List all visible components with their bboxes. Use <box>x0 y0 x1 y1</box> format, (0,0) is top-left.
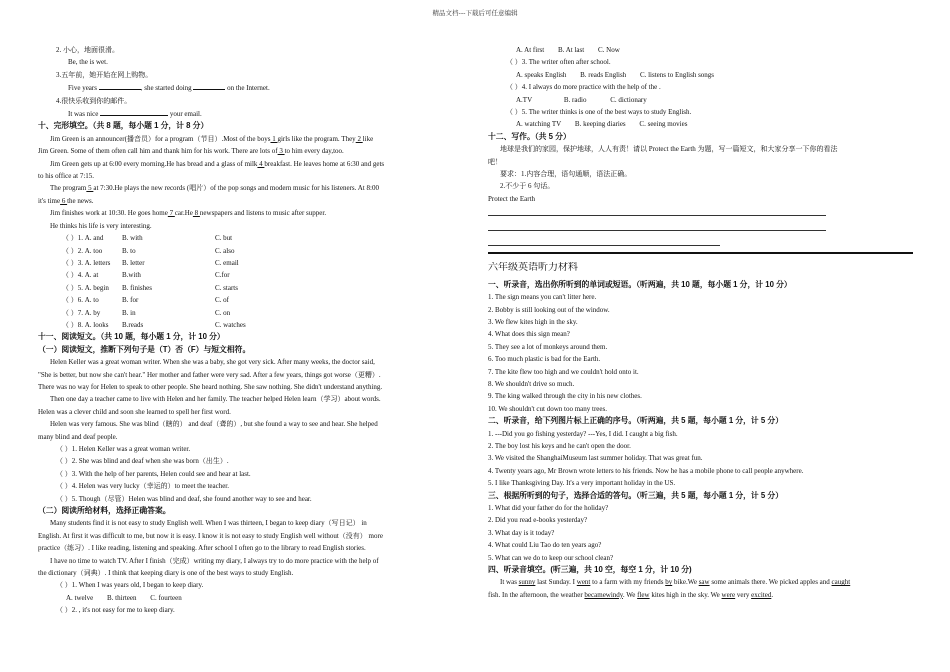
cloze-p3b <box>38 195 458 207</box>
listening-4-line-1 <box>488 576 913 588</box>
text-run: Jim finishes work at 10:30. He goes home <box>50 209 168 218</box>
cloze-p5: He thinks his life is very interesting. <box>50 221 152 230</box>
left-column <box>38 44 458 617</box>
cloze-p1b <box>38 145 458 157</box>
text-run: breakfast. He leaves home at 6:30 and gets <box>264 159 385 168</box>
underlined-answer: were <box>721 590 736 599</box>
listening-item: 5. They see a lot of monkeys around them. <box>488 342 608 351</box>
listening-2-title: 二、听录音，给下列图片标上正确的序号。（听两遍，共 5 题，每小题 1 分，计 5 分） <box>488 416 783 426</box>
passage-line: Then one day a teacher came to live with Helen and her family. The teacher helped Helen learn（学习）about words. <box>50 395 381 404</box>
text-run: Jim Green gets up at 6:00 every morning.He has bread and a glass of milk <box>50 159 258 168</box>
section-11-sub1: （一）阅读短文，推断下列句子是（T）否（F）与短文相符。 <box>38 344 251 354</box>
listening-item: 3. We flew kites high in the sky. <box>488 317 578 326</box>
underlined-answer: by <box>665 578 673 587</box>
underlined-answer: 3 <box>277 147 285 156</box>
cloze-p2b: to his office at 7:15. <box>38 172 95 181</box>
passage-line: There was no way for Helen to speak to other people. She heard nothing. She saw nothing. She didn't understand anything. <box>38 382 383 391</box>
cloze-options-table <box>62 232 308 331</box>
listening-item: 1. The sign means you can't litter here. <box>488 293 597 302</box>
text-run: fish. In the afternoon, the weather <box>488 590 585 599</box>
writing-req-1: 要求：1.内容合理，语句通顺，语法正确。 <box>500 170 632 179</box>
listening-4-title: 四、听录音填空。(听三遍，共 10 空，每空 1 分，计 10 分) <box>488 565 692 575</box>
cloze-option[interactable]: C. starts <box>215 283 238 292</box>
text-run: like <box>362 134 374 143</box>
cloze-option[interactable]: B. letter <box>122 258 145 267</box>
listening-item: 5. What can we do to keep our school clean? <box>488 553 614 562</box>
text-run: girls like the program. They <box>277 134 356 143</box>
cloze-option-row <box>62 257 308 269</box>
cloze-question: （ ）4. A. at <box>62 271 99 280</box>
option-a[interactable]: A. watching TV <box>516 120 562 129</box>
tf-question: （ ）1. Helen Keller was a great woman writer. <box>56 445 191 453</box>
listening-item: 3. We visited the ShanghaiMuseum last summer holiday. That was great fun. <box>488 454 703 463</box>
listening-item: 1. ---Did you go fishing yesterday? ---Yes, I did. I caught a big fish. <box>488 429 678 438</box>
writing-req-2: 2.不少于 6 句话。 <box>500 182 555 191</box>
cloze-p4 <box>38 207 458 219</box>
text-run: last Sunday. I <box>535 578 577 587</box>
answer-line-2[interactable] <box>488 220 826 231</box>
passage-line: the dictionary（词典）. I think that keeping diary is one of the best ways to study English. <box>38 569 294 578</box>
cloze-option-row <box>62 245 308 257</box>
writing-prompt: 地球是我们的家园，保护地球，人人有责！请以 Protect the Earth 为题，写一篇短文，和大家分享一下你的看法 <box>500 145 838 154</box>
text-run: the news. <box>67 196 94 205</box>
writing-prompt-end: 吧！ <box>488 157 502 166</box>
text-run: The program <box>50 184 87 193</box>
listening-item: 8. We shouldn't drive so much. <box>488 379 575 388</box>
passage-line: Helen was very famous. She was blind（瞎的） and deaf（聋的）, but she found a way to see and hear. She helped <box>50 420 378 429</box>
listening-item: 4. Twenty years ago, Mr Brown wrote letters to his friends. Now he has a mobile phone to call people anywhere. <box>488 466 804 475</box>
listening-1-items <box>488 291 913 415</box>
cloze-question: （ ）5. A. begin <box>62 283 109 292</box>
underlined-answer: saw <box>698 578 710 587</box>
option-c[interactable]: C. Now <box>597 46 620 54</box>
text-run: some animals there. We picked apples and <box>709 578 832 587</box>
listening-item: 4. What could Liu Tao do ten years ago? <box>488 541 602 550</box>
section-12-title: 十二、写作。（共 5 分） <box>488 131 571 141</box>
reading-2-q4: （ ）4. I always do more practice with the help of the . <box>506 83 661 92</box>
underlined-answer: 7 <box>167 209 175 218</box>
listening-item: 2. Bobby is still looking out of the window. <box>488 305 610 314</box>
cloze-option[interactable]: B. to <box>122 246 136 255</box>
q3-part-a: Five years <box>68 84 97 93</box>
q4-chinese: 4.很快乐收到你的邮件。 <box>56 96 132 105</box>
underlined-answer: becamewindy <box>584 590 623 599</box>
option-c[interactable]: C. listens to English songs <box>639 70 715 79</box>
cloze-option[interactable]: C. also <box>215 246 235 255</box>
cloze-p2 <box>38 158 458 170</box>
option-c[interactable]: C. fourteen <box>150 593 182 602</box>
reading-2-q5-options <box>488 118 913 130</box>
answer-line-3[interactable] <box>488 235 720 246</box>
reading-1-questions <box>38 443 458 505</box>
listening-title: 六年级英语听力材料 <box>488 262 578 274</box>
section-11-title: 十一、阅读短文。（共 10 题，每小题 1 分，计 10 分） <box>38 332 225 342</box>
underlined-answer: went <box>576 578 591 587</box>
tf-question: （ ）5. Though（尽管）Helen was blind and deaf, she found another way to see and hear. <box>56 494 312 503</box>
page-header: 精品文档---下载后可任意编辑 <box>432 9 518 17</box>
listening-item: 7. The kite flew too high and we couldn't hold onto it. <box>488 367 639 376</box>
listening-4-line-2 <box>488 589 913 601</box>
q3-part-b: , she started doing <box>140 84 192 93</box>
cloze-option[interactable]: C. watches <box>215 320 246 329</box>
cloze-option[interactable]: C. on <box>215 308 231 317</box>
option-b[interactable]: B. radio <box>563 95 587 104</box>
underlined-answer: caught <box>831 578 851 587</box>
cloze-option[interactable]: B. finishes <box>122 283 152 292</box>
passage-line: English. At first it was difficult to me, but now it is easy. I know it is not easy to study English well without（没有） more <box>38 531 383 540</box>
listening-item: 2. Did you read e-books yesterday? <box>488 516 588 525</box>
tf-question: （ ）2. She was blind and deaf when she was born（出生）. <box>56 457 229 466</box>
passage-line: many blind and deaf people. <box>38 432 118 441</box>
q4-english <box>38 107 458 120</box>
option-c[interactable]: C. dictionary <box>610 95 647 104</box>
underlined-answer: 8 <box>192 209 200 218</box>
reading-2-q3: （ ）3. The writer often after school. <box>506 58 611 67</box>
passage-line: Helen was a clever child and soon she learned to spell her first word. <box>38 407 231 416</box>
q4-part-a: It was nice <box>68 110 99 119</box>
listening-item: 2. The boy lost his keys and he can't open the door. <box>488 441 631 450</box>
text-run: Jim Green. Some of them often call him and thank him for his work. There are lots of <box>38 147 278 156</box>
q3-blank-1[interactable] <box>99 81 141 90</box>
cloze-option[interactable]: C. email <box>215 258 239 267</box>
underlined-answer: 4 <box>257 159 265 168</box>
option-a[interactable]: A. speaks English <box>516 70 567 79</box>
option-a[interactable]: A.TV <box>516 95 533 104</box>
option-b[interactable]: B. keeping diaries <box>574 120 626 129</box>
reading-2-passage <box>38 517 458 579</box>
listening-item: 1. What did your father do for the holiday? <box>488 504 609 512</box>
q4-part-b: your email. <box>169 110 202 119</box>
tf-question: （ ）3. With the help of her parents, Helen could see and hear at last. <box>56 469 251 478</box>
listening-item: 5. I like Thanksgiving Day. It's a very important holiday in the US. <box>488 479 676 488</box>
cloze-option[interactable]: C.for <box>215 271 230 280</box>
underlined-answer: 5 <box>86 184 94 193</box>
reading-2-q5: （ ）5. The writer thinks is one of the best ways to study English. <box>506 108 692 117</box>
listening-3-items <box>488 502 913 564</box>
passage-line: Helen Keller was a great woman writer. When she was a baby, she got very sick. After many weeks, the doctor said, <box>50 358 375 367</box>
cloze-option[interactable]: B. in <box>122 308 136 317</box>
text-run: it's time <box>38 196 61 205</box>
section-11-sub2: （二）阅读所给材料，选择正确答案。 <box>38 506 171 516</box>
cloze-option[interactable]: C. of <box>215 296 229 305</box>
cloze-question: （ ）1. A. and <box>62 234 104 243</box>
reading-2-q2-options <box>488 44 913 56</box>
underlined-answer: flew <box>637 590 650 599</box>
reading-2-q1-options <box>38 592 458 604</box>
underlined-answer: 2 <box>355 134 363 143</box>
q3-blank-2[interactable] <box>193 81 225 90</box>
listening-item: 3. What day is it today? <box>488 528 555 537</box>
cloze-question: （ ）7. A. by <box>62 308 101 317</box>
reading-1-passage <box>38 356 458 443</box>
q2-english: Be, the is wet. <box>68 58 108 67</box>
text-run: . We <box>622 590 638 599</box>
text-run: car.He <box>174 209 193 218</box>
cloze-option-row <box>62 319 308 331</box>
passage-line: Many students find it is not easy to study English well. When I was thirteen, I began to keep diary（写日记） in <box>50 519 367 528</box>
cloze-option[interactable]: B. for <box>122 296 139 305</box>
listening-item: 9. The king walked through the city in his new clothes. <box>488 392 642 401</box>
text-run: newspapers and listens to music after supper. <box>199 209 327 218</box>
listening-item: 4. What does this sign mean? <box>488 330 570 339</box>
text-run: to him every day,too. <box>284 147 344 156</box>
text-run: bike.We <box>672 578 699 587</box>
cloze-option[interactable]: B.reads <box>122 320 144 329</box>
cloze-question: （ ）2. A. too <box>62 246 103 255</box>
text-run: It was <box>500 578 519 587</box>
answer-line-1[interactable] <box>488 205 826 216</box>
q3-part-c: on the Internet. <box>227 84 270 93</box>
passage-line: "She is better, but now she can't hear." Her mother and father were very sad. After a few years, things got worse（更糟）. <box>38 370 381 379</box>
reading-2-q3-options <box>488 69 913 81</box>
cloze-p3 <box>38 182 458 194</box>
listening-1-title: 一、听录音，选出你所听到的单词或短语。（听两遍，共 10 题，每小题 1 分，计 10 分） <box>488 279 792 289</box>
option-b[interactable]: B. At last <box>557 46 585 54</box>
text-run: at 7:30.He plays the new records (唱片）of the pop songs and modern music for his listeners. At 8:00 <box>93 184 379 193</box>
option-a[interactable]: A. twelve <box>66 593 94 602</box>
reading-2-q4-options <box>488 94 913 106</box>
section-10-title: 十、完形填空。（共 8 题，每小题 1 分，计 8 分） <box>38 121 209 131</box>
cloze-option-row <box>62 307 308 319</box>
underlined-answer: sunny <box>518 578 536 587</box>
q2-chinese: 2. 小心，地面很滑。 <box>56 46 119 54</box>
cloze-p1 <box>38 133 458 145</box>
cloze-option-row <box>62 232 308 244</box>
cloze-option-row <box>62 294 308 306</box>
listening-3-title: 三、根据所听到的句子，选择合适的答句。（听三遍，共 5 题，每小题 1 分，计 5 分） <box>488 490 783 500</box>
q4-blank[interactable] <box>100 107 168 116</box>
passage-line: practice（练习）. I like reading, listening and speaking. After school I often go to the library to read English stories. <box>38 544 366 553</box>
underlined-answer: excited <box>751 590 772 599</box>
underlined-answer: 6 <box>60 196 68 205</box>
option-b[interactable]: B. thirteen <box>106 593 137 602</box>
listening-2-items <box>488 428 913 490</box>
reading-2-q2: （ ）2. , it's not easy for me to keep diary. <box>56 606 175 615</box>
passage-line: I have no time to watch TV. After I finish（完成）writing my diary, I always try to do more practice with the help of <box>50 556 379 565</box>
cloze-question: （ ）8. A. looks <box>62 320 109 329</box>
q3-chinese: 3.五年前，她开始在网上购物。 <box>56 70 153 79</box>
cloze-option-row <box>62 282 308 294</box>
listening-item: 10. We shouldn't cut down too many trees. <box>488 404 607 413</box>
right-column <box>488 44 913 601</box>
q3-english <box>38 81 458 94</box>
section-divider <box>488 252 913 254</box>
cloze-question: （ ）3. A. letters <box>62 258 111 267</box>
cloze-option[interactable]: B. with <box>122 234 143 243</box>
reading-2-q1: （ ）1. When I was years old, I began to keep diary. <box>56 581 204 590</box>
option-c[interactable]: C. seeing movies <box>639 120 688 129</box>
listening-item: 6. Too much plastic is bad for the Earth. <box>488 355 601 364</box>
text-run: kites high in the sky. We <box>649 590 722 599</box>
text-run: Jim Green is an announcer(播音员）for a program（节目）.Most of the boys <box>50 134 271 143</box>
cloze-option[interactable]: B.with <box>122 271 141 280</box>
cloze-option[interactable]: C. but <box>215 234 233 243</box>
underlined-answer: 1 <box>270 134 278 143</box>
text-run: to a farm with my friends <box>590 578 666 587</box>
text-run: very <box>735 590 752 599</box>
text-run: . <box>771 590 774 599</box>
option-a[interactable]: A. At first <box>516 46 545 54</box>
option-b[interactable]: B. reads English <box>580 70 627 79</box>
tf-question: （ ）4. Helen was very lucky（幸运的）to meet the teacher. <box>56 482 230 491</box>
cloze-question: （ ）6. A. to <box>62 296 99 305</box>
writing-title: Protect the Earth <box>488 194 536 203</box>
cloze-option-row <box>62 269 308 281</box>
